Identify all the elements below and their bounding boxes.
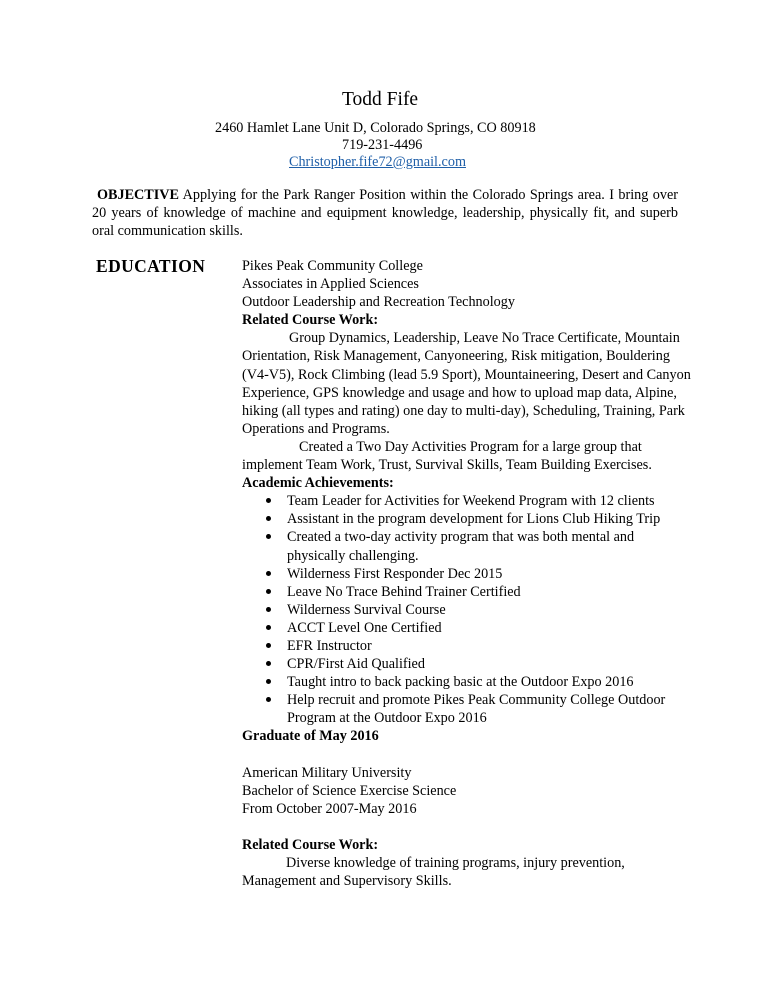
graduation-date: Graduate of May 2016: [242, 728, 379, 745]
list-item: [287, 601, 692, 619]
school-name: Pikes Peak Community College: [242, 258, 423, 274]
list-item-text: Team Leader for Activities for Weekend Program with 12 clients: [287, 493, 655, 510]
list-item-text: Taught intro to back packing basic at the Outdoor Expo 2016: [287, 674, 634, 691]
coursework-label: Related Course Work:: [242, 836, 379, 853]
bullet-icon: [266, 661, 271, 666]
bullet-icon: [266, 697, 271, 702]
list-item-text: EFR Instructor: [287, 637, 372, 654]
bullet-icon: [266, 643, 271, 648]
phone-number: 719-231-4496: [342, 137, 423, 153]
list-item-text: CPR/First Aid Qualified: [287, 656, 425, 673]
list-item-text: Created a two-day activity program that was both mental and physically challenging.: [287, 529, 635, 564]
list-item: [287, 691, 692, 727]
list-item: [287, 565, 692, 583]
objective-text: Applying for the Park Ranger Position within the Colorado Springs area. I bring over 20 years of knowledge of machine and equipment knowledge, leadership, physically fit, and superb oral communication skills.: [92, 187, 678, 240]
list-item: [287, 583, 692, 601]
list-item-text: Help recruit and promote Pikes Peak Community College Outdoor Program at the Outdoor Expo 2016: [287, 692, 666, 727]
bullet-icon: [266, 607, 271, 612]
applicant-name: Todd Fife: [342, 89, 419, 110]
list-item: [287, 510, 692, 528]
bullet-icon: [266, 571, 271, 576]
education-heading: EDUCATION: [96, 256, 206, 276]
coursework-text: Diverse knowledge of training programs, injury prevention, Management and Supervisory Skills.: [242, 854, 625, 889]
coursework-text: Group Dynamics, Leadership, Leave No Trace Certificate, Mountain Orientation, Risk Management, Canyoneering, Risk mitigation, Bouldering (V4-V5), Rock Climbing (lead 5.9 Sport), Mountaineering, Desert and Canyon Experience, GPS knowledge and usage and how to upload map data, Alpine, hiking (all types and rating) one day to multi-day), Scheduling, Training, Park Operations and Programs.: [242, 330, 691, 437]
bullet-icon: [266, 589, 271, 594]
coursework-label: Related Course Work:: [242, 312, 379, 329]
list-item: [287, 673, 692, 691]
objective-section: [92, 186, 678, 241]
attendance-dates: From October 2007-May 2016: [242, 800, 417, 817]
program-description: Created a Two Day Activities Program for a large group that implement Team Work, Trust, Survival Skills, Team Building Exercises.: [242, 438, 652, 474]
bullet-icon: [266, 534, 271, 539]
education-section: [242, 257, 692, 890]
list-item-text: Wilderness Survival Course: [287, 601, 446, 618]
bullet-icon: [266, 498, 271, 503]
list-item-text: ACCT Level One Certified: [287, 619, 442, 636]
objective-label: OBJECTIVE: [97, 187, 179, 203]
list-item-text: Wilderness First Responder Dec 2015: [287, 565, 503, 582]
list-item-text: Leave No Trace Behind Trainer Certified: [287, 583, 521, 600]
list-item: [287, 619, 692, 637]
list-item: [287, 492, 692, 510]
email-link[interactable]: Christopher.fife72@gmail.com: [289, 154, 466, 170]
achievements-label: Academic Achievements:: [242, 475, 394, 492]
degree: Bachelor of Science Exercise Science: [242, 782, 457, 799]
bullet-icon: [266, 516, 271, 521]
achievements-list: [242, 492, 692, 727]
list-item: [287, 655, 692, 673]
bullet-icon: [266, 625, 271, 630]
address: 2460 Hamlet Lane Unit D, Colorado Springs, CO 80918: [215, 120, 536, 136]
list-item: [287, 528, 692, 564]
list-item: [287, 637, 692, 655]
school-name: American Military University: [242, 764, 412, 781]
degree: Associates in Applied Sciences: [242, 276, 419, 293]
list-item-text: Assistant in the program development for Lions Club Hiking Trip: [287, 511, 661, 528]
program-name: Outdoor Leadership and Recreation Technology: [242, 294, 515, 311]
bullet-icon: [266, 679, 271, 684]
